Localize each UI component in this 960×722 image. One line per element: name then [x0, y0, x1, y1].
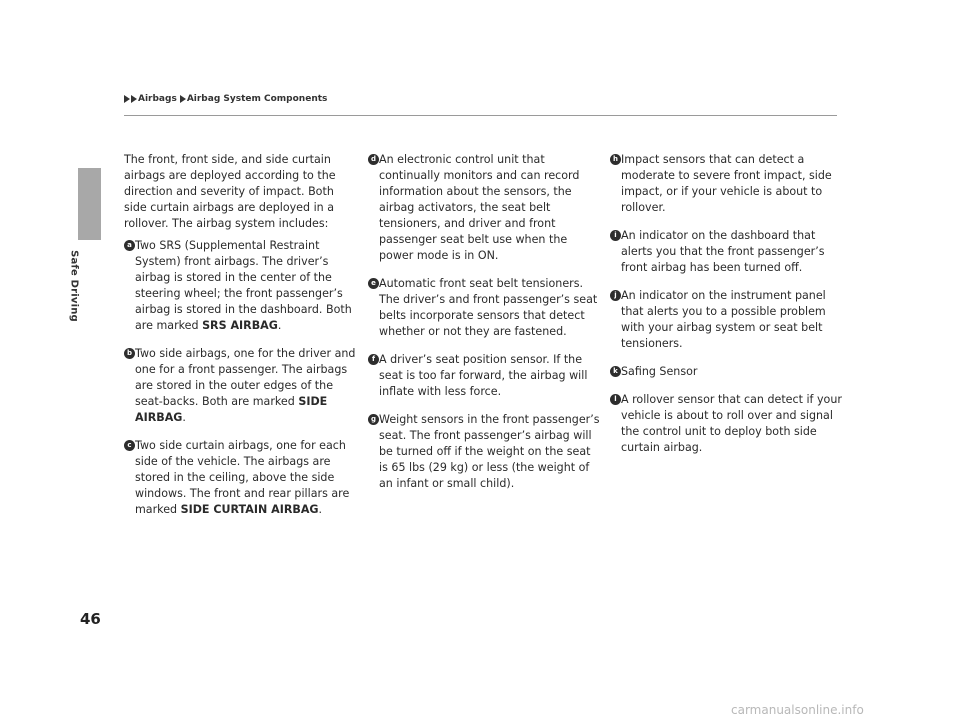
- item-marker-c: c: [124, 440, 135, 451]
- item-text: Safing Sensor: [621, 365, 698, 378]
- content-column-1: [124, 152, 356, 530]
- page-number: 46: [80, 610, 101, 628]
- item-marker-b: b: [124, 348, 135, 359]
- item-marker-j: j: [610, 290, 621, 301]
- item-marker-l: l: [610, 394, 621, 405]
- item-text: Two side curtain airbags, one for each side of the vehicle. The airbags are stored in the ceiling, above the side windows. The front and rear pillars are marked: [135, 439, 350, 516]
- content-column-3: [610, 152, 842, 468]
- item-marker-f: f: [368, 354, 379, 365]
- item-marker-g: g: [368, 414, 379, 425]
- item-suffix: .: [318, 503, 323, 516]
- section-tab-label: Safe Driving: [68, 250, 80, 322]
- list-item: [610, 228, 842, 276]
- list-item: [610, 288, 842, 352]
- breadcrumb-arrow-icon: [124, 95, 130, 103]
- content-column-2: [368, 152, 600, 504]
- item-suffix: .: [182, 411, 186, 424]
- breadcrumb: [124, 94, 330, 104]
- item-text: An indicator on the instrument panel that alerts you to a possible problem with your airbag system or seat belt tensioners.: [621, 289, 826, 350]
- item-text: Weight sensors in the front passenger’s seat. The front passenger’s airbag will be turned off if the weight on the seat is 65 lbs (29 kg) or less (the weight of an infant or small child).: [379, 413, 600, 490]
- item-marker-e: e: [368, 278, 379, 289]
- breadcrumb-item-airbags[interactable]: Airbags: [138, 94, 177, 104]
- item-text: An indicator on the dashboard that alerts you that the front passenger’s front airbag has been turned off.: [621, 229, 825, 274]
- item-text: A driver’s seat position sensor. If the seat is too far forward, the airbag will inflate with less force.: [379, 353, 588, 398]
- list-item: [610, 364, 842, 380]
- breadcrumb-arrow-icon: [180, 95, 186, 103]
- item-text: Automatic front seat belt tensioners. The driver’s and front passenger’s seat belts incorporate sensors that detect whether or not they are fastened.: [379, 277, 598, 338]
- item-label: SIDE CURTAIN AIRBAG: [180, 503, 319, 516]
- list-item: [124, 346, 356, 426]
- list-item: [368, 152, 600, 264]
- list-item: [610, 152, 842, 216]
- item-marker-d: d: [368, 154, 379, 165]
- header-divider: [124, 115, 837, 116]
- list-item: [124, 438, 356, 518]
- item-text: A rollover sensor that can detect if your vehicle is about to roll over and signal the control unit to deploy both side curtain airbag.: [621, 393, 842, 454]
- item-marker-a: a: [124, 240, 135, 251]
- section-tab-marker: [78, 168, 101, 240]
- list-item: [610, 392, 842, 456]
- item-suffix: .: [277, 319, 282, 332]
- breadcrumb-arrow-icon: [131, 95, 137, 103]
- item-text: Impact sensors that can detect a moderate to severe front impact, side impact, or if your vehicle is about to rollover.: [621, 153, 832, 214]
- list-item: [368, 352, 600, 400]
- list-item: [124, 238, 356, 334]
- item-marker-i: i: [610, 230, 621, 241]
- list-item: [368, 276, 600, 340]
- item-label: SIDE AIRBAG: [135, 395, 328, 424]
- intro-paragraph: The front, front side, and side curtain airbags are deployed according to the direction and severity of impact. Both side curtain airbags are deployed in a rollover. The airbag system includes:: [124, 153, 336, 230]
- item-label: SRS AIRBAG: [202, 319, 278, 332]
- item-marker-k: k: [610, 366, 621, 377]
- item-text: An electronic control unit that continually monitors and can record information about the sensors, the airbag activators, the seat belt tensioners, and driver and front passenger seat belt use when the power mode is in ON.: [379, 153, 580, 262]
- item-text: Two SRS (Supplemental Restraint System) front airbags. The driver’s airbag is stored in the center of the steering wheel; the front passenger’s airbag is stored in the dashboard. Both are marked: [135, 239, 352, 332]
- item-text: Two side airbags, one for the driver and one for a front passenger. The airbags are stored in the outer edges of the seat-backs. Both are marked: [135, 347, 356, 408]
- list-item: [368, 412, 600, 492]
- watermark: carmanualsonline.info: [731, 703, 864, 717]
- item-marker-h: h: [610, 154, 621, 165]
- breadcrumb-item-components[interactable]: Airbag System Components: [186, 94, 328, 104]
